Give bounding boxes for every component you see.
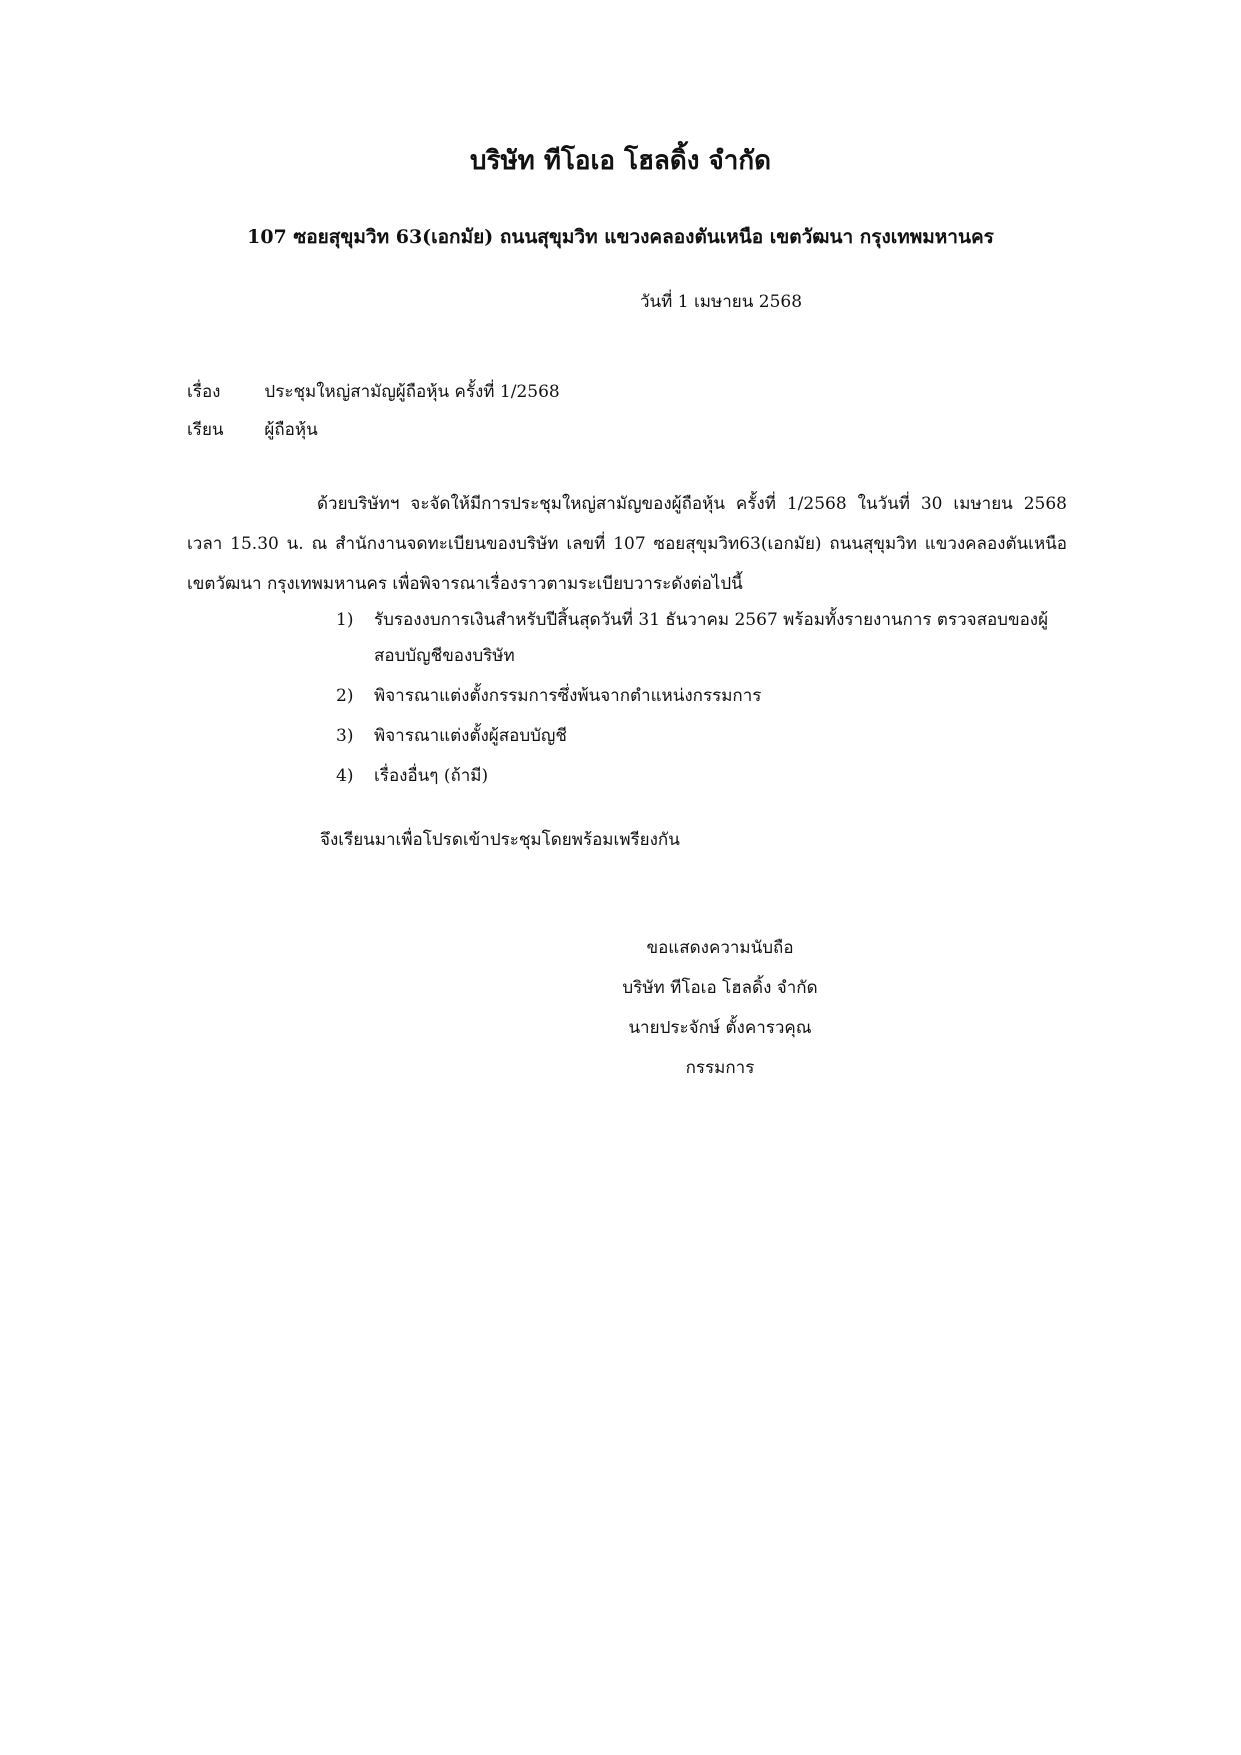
signature-company: บริษัท ทีโอเอ โฮลดิ้ง จำกัด	[622, 978, 818, 998]
signatory-title: กรรมการ	[685, 1058, 755, 1078]
company-address: 107 ซอยสุขุมวิท 63(เอกมัย) ถนนสุขุมวิท แขวงคลองตันเหนือ เขตวัฒนา กรุงเทพมหานคร	[247, 226, 994, 248]
signatory-name: นายประจักษ์ ตั้งคารวคุณ	[628, 1018, 812, 1038]
signature-salutation: ขอแสดงความนับถือ	[646, 938, 794, 958]
subject-value: ประชุมใหญ่สามัญผู้ถือหุ้น ครั้งที่ 1/2568	[264, 382, 560, 402]
agenda-item	[336, 758, 1076, 794]
recipient-label: เรียน	[187, 420, 224, 440]
agenda-item-number: 3)	[336, 726, 354, 746]
agenda-item	[336, 602, 1076, 674]
company-name: บริษัท ทีโอเอ โฮลดิ้ง จำกัด	[470, 146, 771, 176]
agenda-item	[336, 718, 1076, 754]
agenda-item-text: พิจารณาแต่งตั้งผู้สอบบัญชี	[374, 726, 567, 746]
agenda-item-number: 1)	[336, 610, 354, 630]
agenda-item-text: รับรองงบการเงินสำหรับปีสิ้นสุดวันที่ 31 ธันวาคม 2567 พร้อมทั้งรายงานการ ตรวจสอบของผู้สอบบัญชีของบริษัท	[374, 610, 1049, 666]
recipient-value: ผู้ถือหุ้น	[264, 420, 318, 440]
agenda-item-text: เรื่องอื่นๆ (ถ้ามี)	[374, 766, 489, 786]
agenda-item-number: 2)	[336, 686, 354, 706]
closing-line: จึงเรียนมาเพื่อโปรดเข้าประชุมโดยพร้อมเพรียงกัน	[320, 830, 680, 850]
body-paragraph	[187, 484, 1067, 604]
subject-label: เรื่อง	[187, 382, 221, 402]
agenda-list	[336, 602, 1076, 798]
body-paragraph-text: ด้วยบริษัทฯ จะจัดให้มีการประชุมใหญ่สามัญของผู้ถือหุ้น ครั้งที่ 1/2568 ในวันที่ 30 เมษายน 2568 เวลา 15.30 น. ณ สำนักงานจดทะเบียนของบริษัท เลขที่ 107 ซอยสุขุมวิท63(เอกมัย) ถนนสุขุมวิท แขวงคลองตันเหนือ เขตวัฒนา กรุงเทพมหานคร เพื่อพิจารณาเรื่องราวตามระเบียบวาระดังต่อไปนี้	[187, 494, 1067, 594]
signature-block	[535, 928, 905, 1088]
recipient-row	[187, 416, 318, 443]
agenda-item	[336, 678, 1076, 714]
letter-date: วันที่ 1 เมษายน 2568	[640, 292, 803, 312]
subject-row	[187, 378, 560, 405]
agenda-item-number: 4)	[336, 766, 354, 786]
agenda-item-text: พิจารณาแต่งตั้งกรรมการซึ่งพ้นจากตำแหน่งกรรมการ	[374, 686, 762, 706]
